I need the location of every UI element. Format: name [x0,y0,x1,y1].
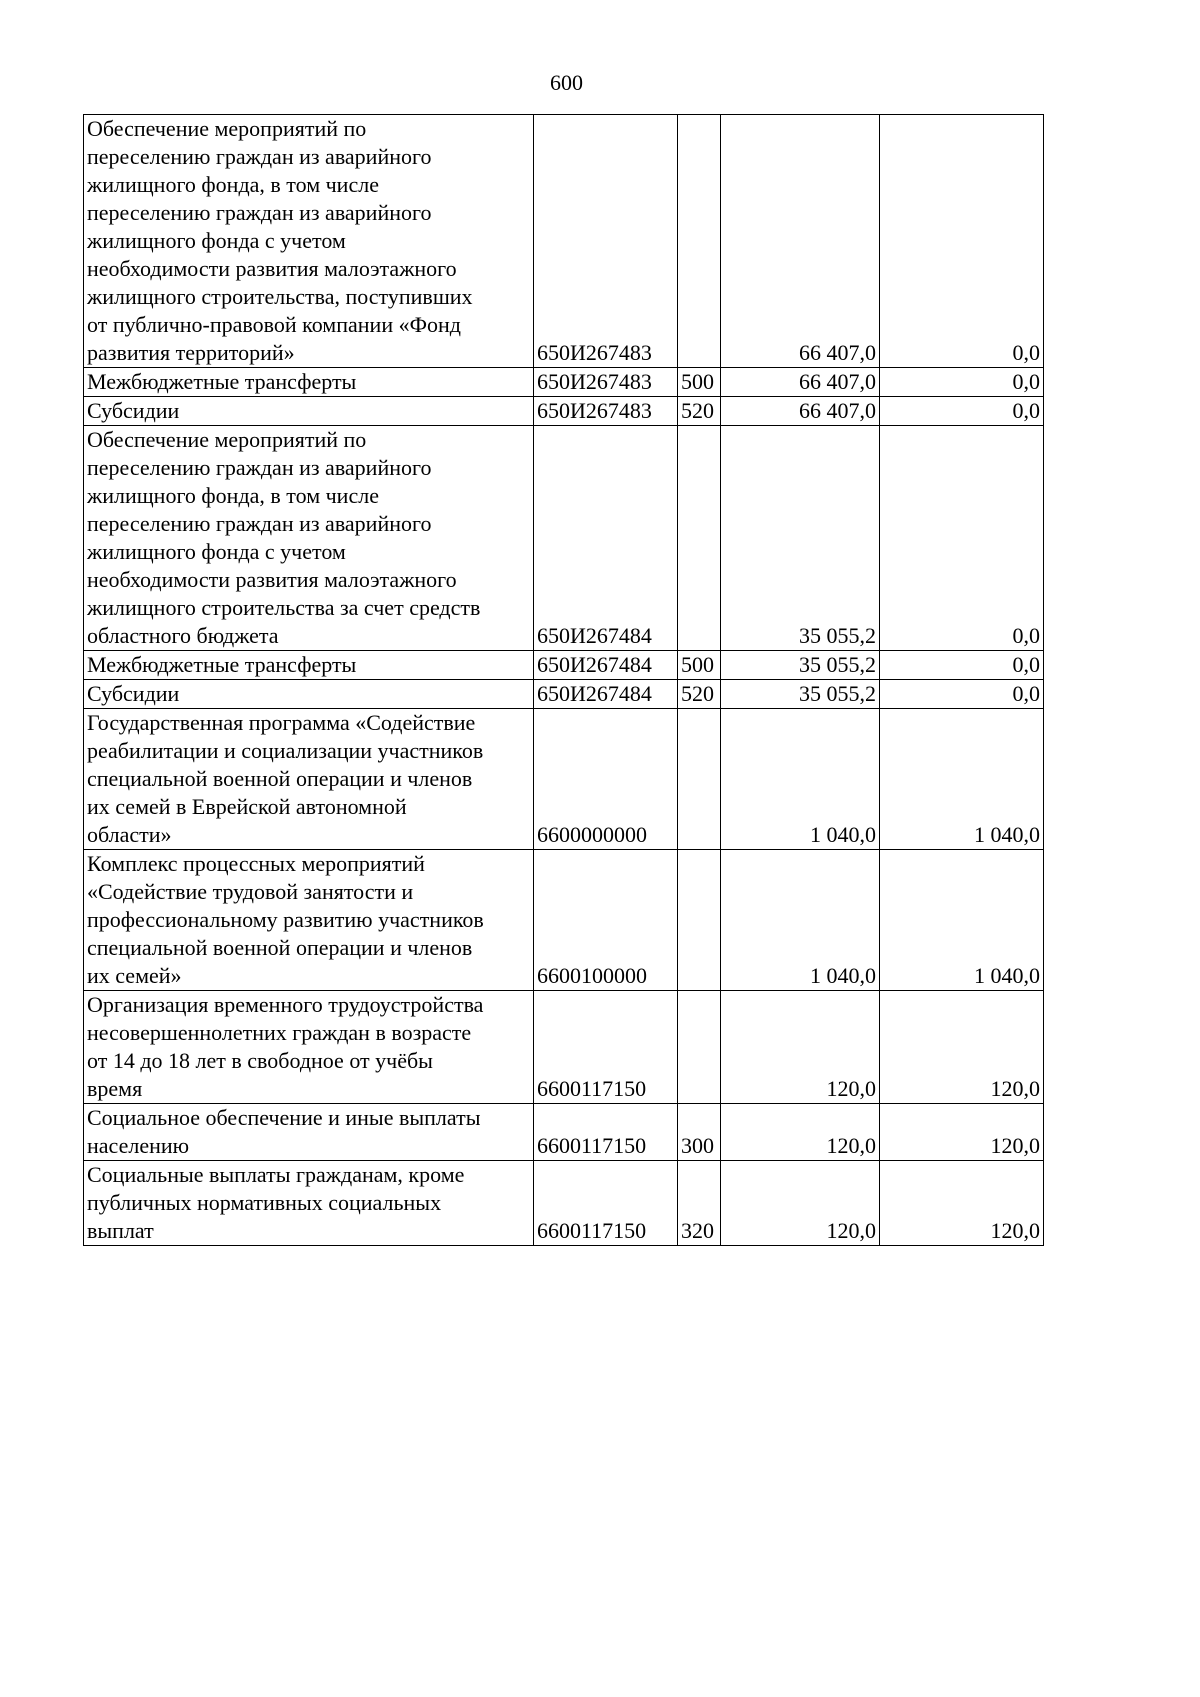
row-value2-text: 120,0 [990,1133,1040,1158]
row-value1-cell [721,368,880,397]
row-type-cell [678,368,721,397]
row-value2-cell [880,850,1044,991]
table-row [84,850,1044,991]
row-value1-text: 35 055,2 [799,652,876,677]
table-row [84,991,1044,1104]
table-row [84,651,1044,680]
row-value2-text: 1 040,0 [974,822,1040,847]
row-value2-text: 0,0 [1012,340,1040,365]
row-type-cell [678,850,721,991]
row-type-cell [678,1161,721,1246]
row-value2-cell [880,368,1044,397]
row-type-text: 520 [681,681,714,706]
row-value1-cell [721,1104,880,1161]
row-type-cell [678,991,721,1104]
row-name-cell [84,1104,534,1161]
row-value2-text: 120,0 [990,1076,1040,1101]
row-code-cell [534,368,678,397]
row-type-cell [678,397,721,426]
row-value2-text: 0,0 [1012,623,1040,648]
table-row [84,709,1044,850]
row-code-text: 650И267484 [537,652,652,677]
row-name-cell [84,426,534,651]
row-value1-text: 120,0 [826,1218,876,1243]
row-value2-cell [880,680,1044,709]
row-name-text: Обеспечение мероприятий по переселению граждан из аварийного жилищного фонда, в том числе переселению граждан из аварийного жилищного фонда с учетом необходимости развития малоэтажного жилищного строительства, поступивших от публично-правовой компании «Фонд развития территорий» [87,116,473,365]
row-value1-cell [721,991,880,1104]
row-value1-text: 1 040,0 [810,822,876,847]
row-name-cell [84,651,534,680]
row-type-cell [678,680,721,709]
row-code-text: 650И267483 [537,340,652,365]
row-type-text: 320 [681,1218,714,1243]
row-code-cell [534,680,678,709]
row-code-cell [534,1161,678,1246]
row-value2-cell [880,1161,1044,1246]
row-name-cell [84,991,534,1104]
row-value2-cell [880,426,1044,651]
row-code-text: 650И267484 [537,623,652,648]
row-code-cell [534,426,678,651]
row-code-text: 6600117150 [537,1133,647,1158]
row-value2-cell [880,397,1044,426]
table-row [84,1104,1044,1161]
row-name-text: Социальные выплаты гражданам, кроме публичных нормативных социальных выплат [87,1162,465,1243]
row-code-cell [534,709,678,850]
row-value2-text: 0,0 [1012,652,1040,677]
row-code-cell [534,850,678,991]
table-row [84,397,1044,426]
row-value1-cell [721,397,880,426]
row-type-cell [678,651,721,680]
row-name-text: Межбюджетные трансферты [87,369,357,394]
row-name-text: Комплекс процессных мероприятий «Содействие трудовой занятости и профессиональному развитию участников специальной военной операции и членов их семей» [87,851,484,988]
budget-table-body [84,115,1044,1246]
row-value1-text: 66 407,0 [799,369,876,394]
row-value2-text: 120,0 [990,1218,1040,1243]
row-value2-cell [880,991,1044,1104]
row-name-text: Субсидии [87,681,180,706]
row-code-text: 6600117150 [537,1076,647,1101]
table-row [84,426,1044,651]
row-code-text: 6600000000 [537,822,647,847]
row-value2-text: 0,0 [1012,681,1040,706]
row-value2-text: 0,0 [1012,369,1040,394]
row-value2-text: 0,0 [1012,398,1040,423]
row-type-text: 500 [681,369,714,394]
row-type-cell [678,115,721,368]
row-type-text: 500 [681,652,714,677]
row-name-cell [84,709,534,850]
row-name-text: Субсидии [87,398,180,423]
row-value1-cell [721,1161,880,1246]
row-name-text: Обеспечение мероприятий по переселению граждан из аварийного жилищного фонда, в том числе переселению граждан из аварийного жилищного фонда с учетом необходимости развития малоэтажного жилищного строительства за счет средств областного бюджета [87,427,481,648]
row-value1-text: 66 407,0 [799,398,876,423]
table-row [84,1161,1044,1246]
row-code-cell [534,397,678,426]
row-value1-text: 120,0 [826,1076,876,1101]
row-name-cell [84,368,534,397]
row-code-text: 6600100000 [537,963,647,988]
table-row [84,115,1044,368]
row-code-text: 6600117150 [537,1218,647,1243]
row-value2-cell [880,651,1044,680]
row-type-text: 520 [681,398,714,423]
row-name-cell [84,1161,534,1246]
row-name-text: Социальное обеспечение и иные выплаты населению [87,1105,481,1158]
budget-table [83,114,1044,1246]
row-value1-text: 120,0 [826,1133,876,1158]
row-code-text: 650И267483 [537,398,652,423]
row-value1-text: 66 407,0 [799,340,876,365]
row-value2-cell [880,1104,1044,1161]
row-type-text: 300 [681,1133,714,1158]
row-code-cell [534,991,678,1104]
row-name-text: Межбюджетные трансферты [87,652,357,677]
row-value1-cell [721,115,880,368]
row-code-cell [534,1104,678,1161]
table-row [84,680,1044,709]
row-value1-text: 35 055,2 [799,623,876,648]
row-code-text: 650И267484 [537,681,652,706]
row-value1-cell [721,680,880,709]
row-value1-cell [721,709,880,850]
row-value1-text: 1 040,0 [810,963,876,988]
row-value1-cell [721,426,880,651]
row-value1-text: 35 055,2 [799,681,876,706]
row-name-text: Государственная программа «Содействие реабилитации и социализации участников специальной военной операции и членов их семей в Еврейской автономной области» [87,710,484,847]
row-type-cell [678,1104,721,1161]
row-value1-cell [721,850,880,991]
row-code-cell [534,115,678,368]
row-name-cell [84,115,534,368]
row-value2-text: 1 040,0 [974,963,1040,988]
row-value1-cell [721,651,880,680]
row-type-cell [678,426,721,651]
row-type-cell [678,709,721,850]
row-name-text: Организация временного трудоустройства несовершеннолетних граждан в возрасте от 14 до 18 лет в свободное от учёбы время [87,992,484,1101]
row-value2-cell [880,709,1044,850]
row-code-cell [534,651,678,680]
row-name-cell [84,680,534,709]
page-number: 600 [550,70,583,95]
row-name-cell [84,850,534,991]
table-row [84,368,1044,397]
row-value2-cell [880,115,1044,368]
row-code-text: 650И267483 [537,369,652,394]
row-name-cell [84,397,534,426]
